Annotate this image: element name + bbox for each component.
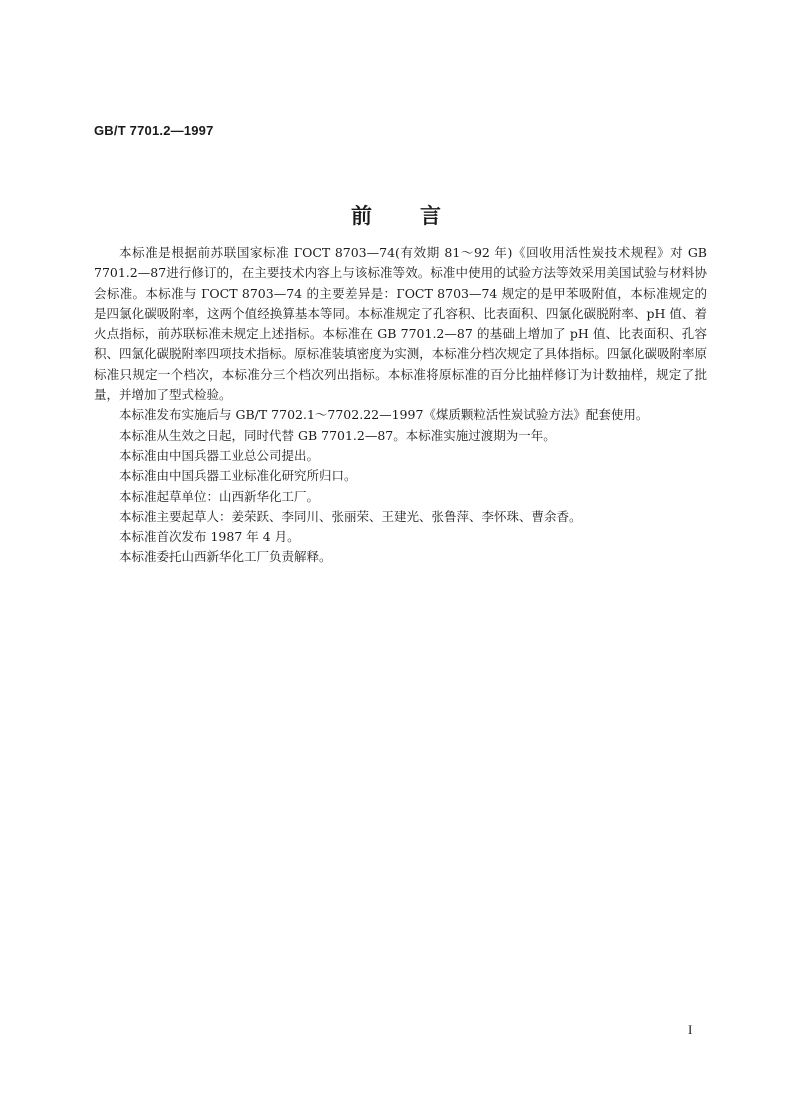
paragraph-drafting-unit: 本标准起草单位：山西新华化工厂。	[119, 488, 320, 504]
paragraph-first-issued: 本标准首次发布 1987 年 4 月。	[119, 529, 300, 545]
paragraph-proposed-by: 本标准由中国兵器工业总公司提出。	[119, 447, 320, 463]
standard-number-header: GB/T 7701.2—1997	[94, 123, 214, 138]
paragraph-effective-date: 本标准从生效之日起，同时代替 GB 7701.2—87。本标准实施过渡期为一年。	[119, 427, 556, 443]
paragraph-centralized-by: 本标准由中国兵器工业标准化研究所归口。	[119, 468, 357, 484]
page-title: 前言	[351, 204, 489, 228]
paragraph-background: 本标准是根据前苏联国家标准 ГОСТ 8703—74(有效期 81～92 年)《回收用活性炭技术规程》对 GB 7701.2—87进行修订的，在主要技术内容上与该标准等效。标准中使用的试验方法等效采用美国试验与材料协会标准。本标准与 ГОСТ 8703—74 的主要差异是：ГОСТ 8703—74 规定的是甲苯吸附值，本标准规定的是四氯化碳吸附率，这两个值经换算基本等同。本标准规定了孔容积、比表面积、四氯化碳脱附率、pH 值、着火点指标，前苏联标准未规定上述指标。本标准在 GB 7701.2—87 的基础上增加了 pH 值、比表面积、孔容积、四氯化碳脱附率四项技术指标。原标准装填密度为实测，本标准分档次规定了具体指标。四氯化碳吸附率原标准只规定一个档次，本标准分三个档次列出指标。本标准将原标准的百分比抽样修订为计数抽样，规定了批量，并增加了型式检验。	[94, 245, 707, 403]
paragraph-companion-standard: 本标准发布实施后与 GB/T 7702.1～7702.22—1997《煤质颗粒活性炭试验方法》配套使用。	[119, 407, 649, 423]
foreword-body	[94, 243, 707, 568]
paragraph-drafters: 本标准主要起草人：姜荣跃、李同川、张丽荣、王建光、张鲁萍、李怀珠、曹余香。	[119, 508, 582, 524]
paragraph-interpretation: 本标准委托山西新华化工厂负责解释。	[119, 549, 332, 565]
page-number: I	[688, 1022, 693, 1037]
